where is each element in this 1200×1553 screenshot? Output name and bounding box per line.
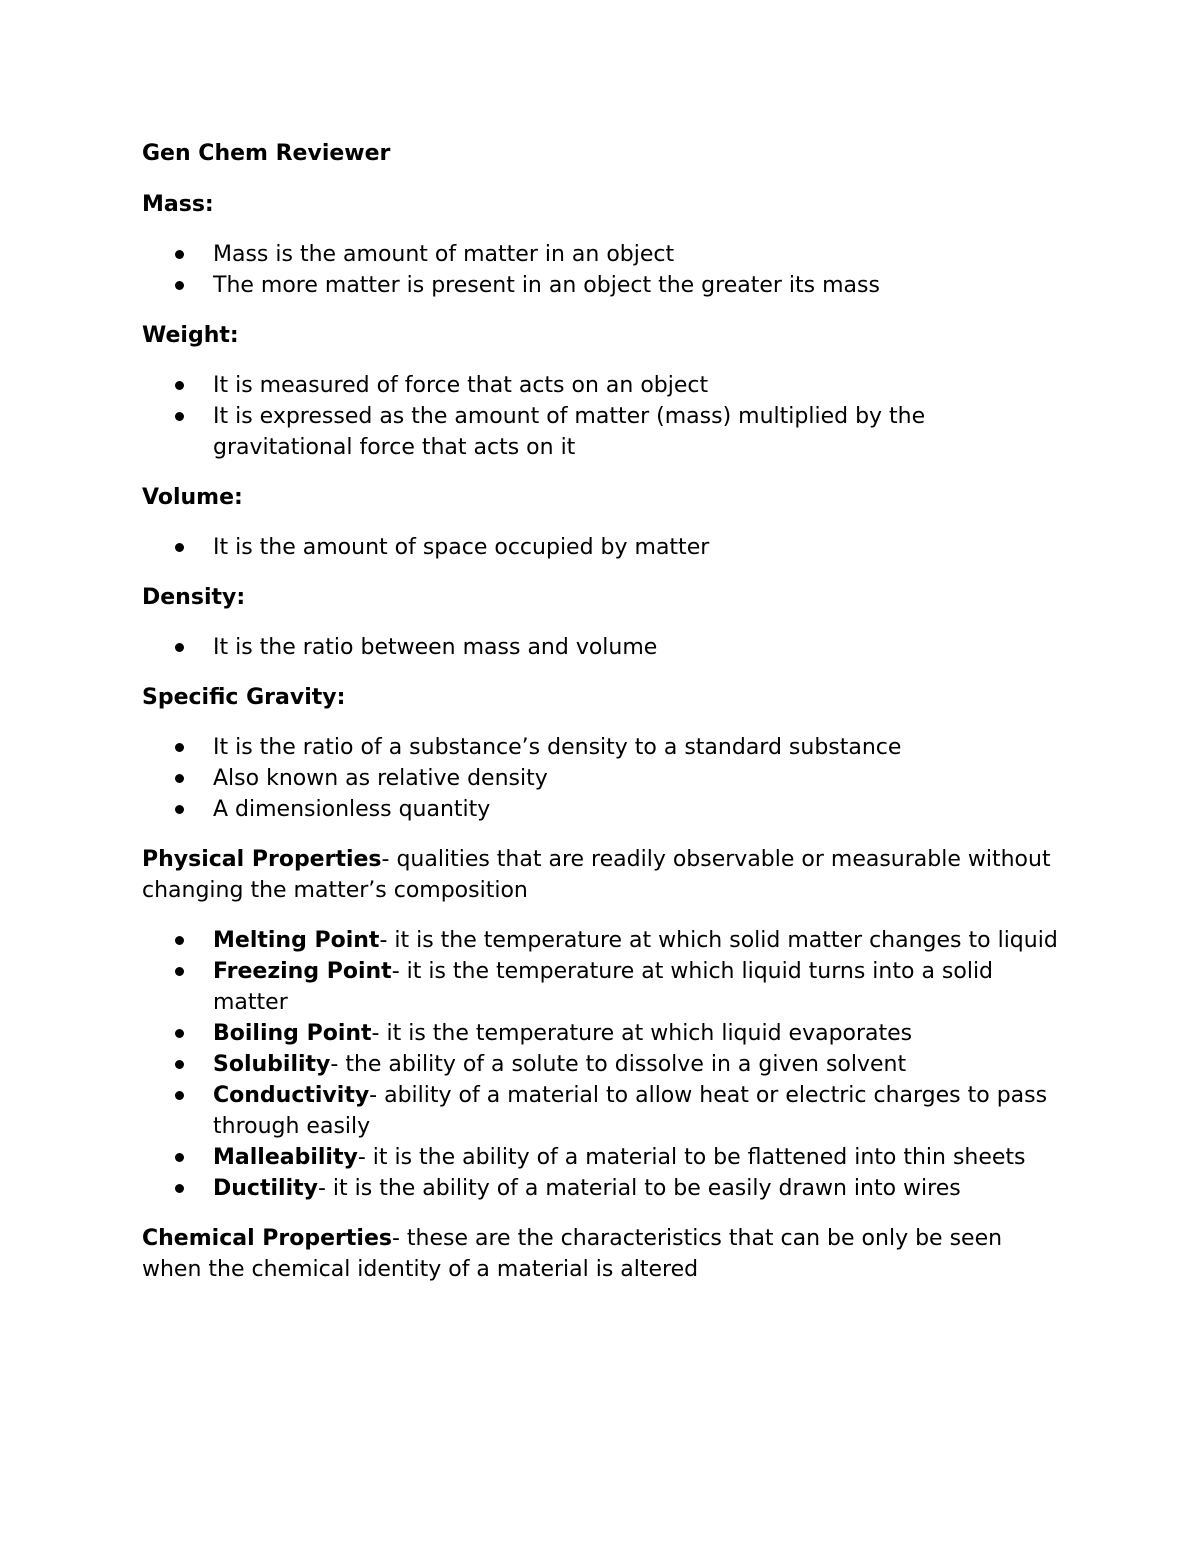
- bullet-icon: [175, 1091, 184, 1100]
- property-term: Boiling Point: [213, 1021, 372, 1046]
- list-item: [142, 239, 1062, 270]
- list-item: [142, 270, 1062, 301]
- list-item-text: The more matter is present in an object the greater its mass: [213, 273, 880, 298]
- document-page: [142, 138, 1062, 1304]
- property-term: Conductivity: [213, 1083, 370, 1108]
- bullet-icon: [175, 967, 184, 976]
- list-item: [142, 925, 1062, 956]
- property-term: Freezing Point: [213, 959, 392, 984]
- bullet-icon: [175, 643, 184, 652]
- property-definition: - ability of a material to allow heat or electric charges to pass through easily: [213, 1083, 1048, 1139]
- bullet-icon: [175, 936, 184, 945]
- list-item: [142, 401, 1062, 463]
- chemical-properties-term: Chemical Properties: [142, 1226, 392, 1251]
- bullet-icon: [175, 743, 184, 752]
- property-term: Solubility: [213, 1052, 331, 1077]
- physical-properties-term: Physical Properties: [142, 847, 382, 872]
- list-item: [142, 1018, 1062, 1049]
- chemical-properties-definition: - these are the characteristics that can be only be seen when the chemical identity of a material is altered: [142, 1226, 1003, 1282]
- list-item: [142, 1142, 1062, 1173]
- list-item: [142, 1049, 1062, 1080]
- list-item: [142, 956, 1062, 1018]
- bullet-icon: [175, 281, 184, 290]
- bullet-icon: [175, 412, 184, 421]
- bullet-icon: [175, 1060, 184, 1069]
- bullet-icon: [175, 1153, 184, 1162]
- property-term: Ductility: [213, 1176, 318, 1201]
- mass-heading: Mass:: [142, 192, 214, 217]
- list-item: [142, 632, 1062, 663]
- property-definition: - it is the temperature at which solid matter changes to liquid: [379, 928, 1058, 953]
- density-list: [142, 632, 1062, 663]
- chemical-properties-paragraph: [142, 1223, 1062, 1285]
- list-item-text: It is the ratio between mass and volume: [213, 635, 658, 660]
- list-item: [142, 794, 1062, 825]
- bullet-icon: [175, 1184, 184, 1193]
- specific-gravity-list: [142, 732, 1062, 825]
- property-definition: - it is the temperature at which liquid evaporates: [371, 1021, 913, 1046]
- bullet-icon: [175, 805, 184, 814]
- list-item: [142, 532, 1062, 563]
- property-term: Melting Point: [213, 928, 380, 953]
- weight-heading: Weight:: [142, 323, 239, 348]
- list-item: [142, 370, 1062, 401]
- volume-heading: Volume:: [142, 485, 243, 510]
- property-term: Malleability: [213, 1145, 358, 1170]
- physical-properties-paragraph: [142, 844, 1062, 906]
- property-definition: - it is the temperature at which liquid turns into a solid matter: [213, 959, 994, 1015]
- list-item: [142, 1173, 1062, 1204]
- bullet-icon: [175, 774, 184, 783]
- list-item-text: Mass is the amount of matter in an object: [213, 242, 675, 267]
- property-definition: - it is the ability of a material to be easily drawn into wires: [317, 1176, 961, 1201]
- weight-list: [142, 370, 1062, 463]
- density-heading: Density:: [142, 585, 246, 610]
- specific-gravity-heading: Specific Gravity:: [142, 685, 346, 710]
- list-item: [142, 763, 1062, 794]
- volume-list: [142, 532, 1062, 563]
- bullet-icon: [175, 543, 184, 552]
- list-item-text: It is measured of force that acts on an object: [213, 373, 709, 398]
- bullet-icon: [175, 381, 184, 390]
- property-definition: - it is the ability of a material to be flattened into thin sheets: [357, 1145, 1026, 1170]
- bullet-icon: [175, 250, 184, 259]
- mass-list: [142, 239, 1062, 301]
- physical-properties-definition: - qualities that are readily observable or measurable without changing the matter’s composition: [142, 847, 1051, 903]
- bullet-icon: [175, 1029, 184, 1038]
- property-definition: - the ability of a solute to dissolve in a given solvent: [330, 1052, 907, 1077]
- list-item-text: A dimensionless quantity: [213, 797, 491, 822]
- physical-properties-list: [142, 925, 1062, 1204]
- list-item: [142, 1080, 1062, 1142]
- list-item-text: Also known as relative density: [213, 766, 548, 791]
- list-item: [142, 732, 1062, 763]
- list-item-text: It is the amount of space occupied by matter: [213, 535, 710, 560]
- list-item-text: It is the ratio of a substance’s density to a standard substance: [213, 735, 902, 760]
- list-item-text: It is expressed as the amount of matter (mass) multiplied by the gravitational force that acts on it: [213, 404, 926, 460]
- document-title: Gen Chem Reviewer: [142, 141, 391, 166]
